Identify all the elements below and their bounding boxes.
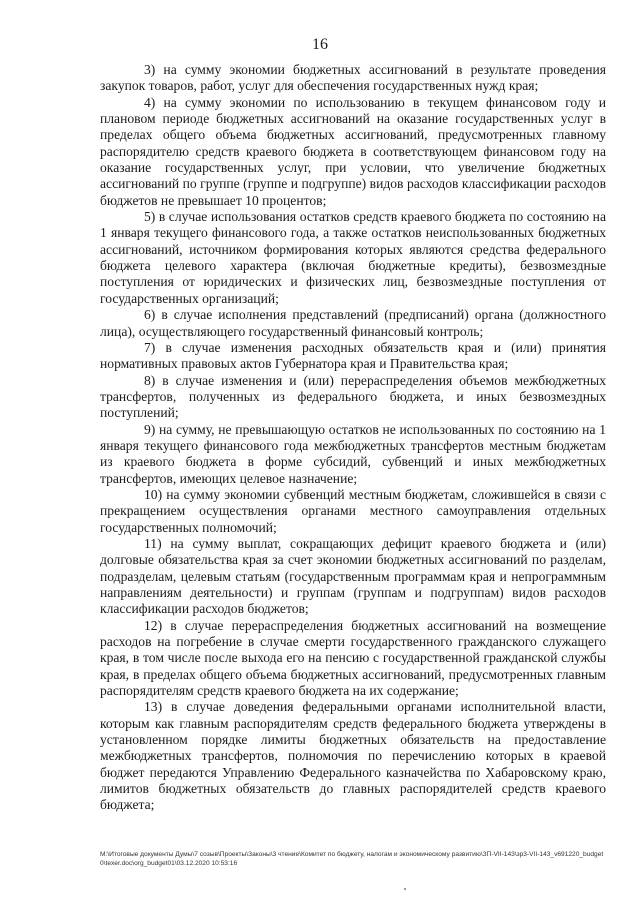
paragraph-item-10: 10) на сумму экономии субвенций местным бюджетам, сложившейся в связи с прекращением осуществления органами местного самоуправления отдельных государственных полномочий; — [100, 486, 606, 535]
paragraph-item-12: 12) в случае перераспределения бюджетных ассигнований на возмещение расходов на погребение в случае смерти государственного гражданского служащего края, в том числе после выхода его на пенсию с государственной гражданской службы края, в пределах общего объема бюджетных ассигнований, предусмотренных главным распорядителям средств краевого бюджета на их содержание; — [100, 617, 606, 699]
paragraph-item-5: 5) в случае использования остатков средств краевого бюджета по состоянию на 1 января текущего финансового года, а также остатков неиспользованных бюджетных ассигнований, источником формирования которых являются средства федерального бюджета целевого характера (включая бюджетные кредиты), безвозмездные поступления от юридических и физических лиц, безвозмездные поступления от государственных организаций; — [100, 209, 606, 306]
paragraph-item-7: 7) в случае изменения расходных обязательств края и (или) принятия нормативных правовых актов Губернатора края и Правительства края; — [100, 339, 606, 372]
paragraph-item-8: 8) в случае изменения и (или) перераспределения объемов межбюджетных трансфертов, полученных из федерального бюджета, и иных безвозмездных поступлений; — [100, 372, 606, 421]
paragraph-item-4: 4) на сумму экономии по использованию в текущем финансовом году и плановом периоде бюджетных ассигнований на оказание государственных услуг в пределах общего объема бюджетных ассигнований, предусмотренных главному распорядителю средств краевого бюджета в соответствующем финансовом году на оказание государственных услуг, при условии, что увеличение бюджетных ассигнований по группе (группе и подгруппе) видов расходов классификации расходов бюджетов не превышает 10 процентов; — [100, 94, 606, 208]
page-number: 16 — [312, 36, 328, 53]
footer-file-path: M:\Итоговые документы Думы\7 созыв\Проекты\Законы\3 чтение\Комитет по бюджету, налогам и экономическому развитию\ЗП-VII-143\зр3-VII-143_v691220_budget0\texer.doc\org_budget01\03.12.2020 10:53:16 — [100, 851, 604, 867]
paragraph-item-9: 9) на сумму, не превышающую остатков не использованных по состоянию на 1 января текущего финансового года межбюджетных трансфертов местным бюджетам из краевого бюджета в форме субсидий, субвенций и иных межбюджетных трансфертов, имеющих целевое назначение; — [100, 421, 606, 486]
paragraph-item-3: 3) на сумму экономии бюджетных ассигнований в результате проведения закупок товаров, работ, услуг для обеспечения государственных нужд края; — [100, 62, 606, 94]
paragraph-item-11: 11) на сумму выплат, сокращающих дефицит краевого бюджета и (или) долговые обязательства края за счет экономии бюджетных ассигнований по разделам, подразделам, целевым статьям (государственным программам края и непрограммным направлениям деятельности) и группам (группам и подгруппам) видов расходов классификации расходов бюджетов; — [100, 535, 606, 617]
document-body — [100, 62, 606, 814]
paragraph-item-13: 13) в случае доведения федеральными органами исполнительной власти, которым как главным распорядителям средств федерального бюджета утверждены в установленном порядке лимиты бюджетных обязательств на предоставление межбюджетных трансфертов, полномочия по перечислению которых в краевой бюджет передаются Управлению Федерального казначейства по Хабаровскому краю, лимитов бюджетных обязательств до главных распорядителей средств краевого бюджета; — [100, 699, 606, 813]
scan-artifact-dot — [404, 888, 406, 890]
paragraph-item-6: 6) в случае исполнения представлений (предписаний) органа (должностного лица), осуществляющего государственный финансовый контроль; — [100, 307, 606, 339]
